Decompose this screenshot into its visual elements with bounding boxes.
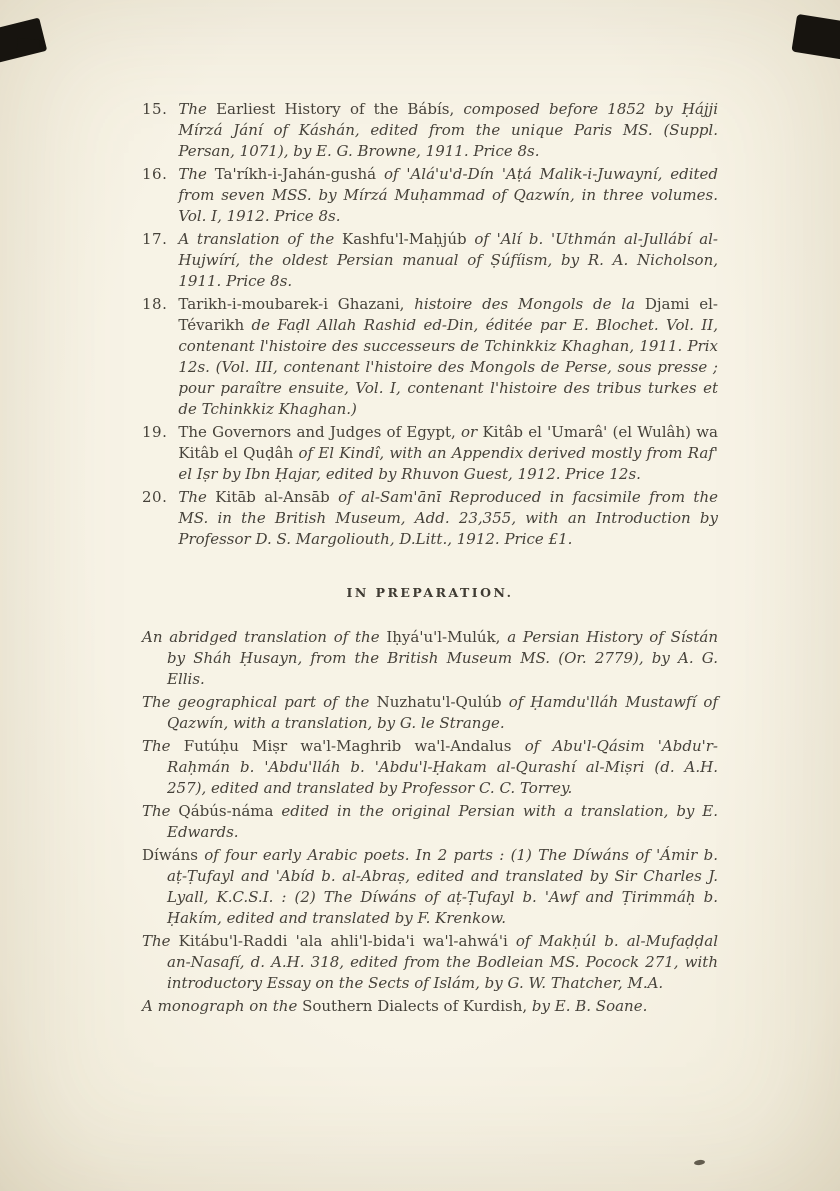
scan-artifact-top-right (791, 14, 840, 60)
entry-number: 19. (142, 423, 168, 441)
italic-text-segment: of El Kindî, with an Appendix derived mostly from Raf' el Iṣr by Ibn Ḥajar, edited by Rhuvon Guest, 1912. Price 12s. (178, 444, 718, 483)
roman-text-segment: Southern Dialects of Kurdish, (302, 997, 532, 1015)
italic-text-segment: edited in the original Persian with a translation, by E. Edwards. (167, 802, 718, 841)
italic-text-segment: A translation of the (178, 230, 343, 248)
publication-entry-17 (142, 229, 718, 292)
preparation-entry-3 (142, 736, 718, 799)
publication-list (142, 99, 718, 550)
roman-text-segment: Kitāb al-Ansāb (215, 488, 339, 506)
publication-entry-16 (142, 164, 718, 227)
italic-text-segment: The geographical part of the (142, 693, 377, 711)
preparation-entry-7 (142, 996, 718, 1017)
entry-text (178, 487, 718, 550)
italic-text-segment: a Persian History of Sístán by Sháh Ḥusayn, from the British Museum MS. (Or. 2779), by A. G. Ellis. (167, 628, 718, 688)
entry-number: 16. (142, 165, 168, 183)
italic-text-segment: of al-Sam'ānī Reproduced in facsimile from the MS. in the British Museum, Add. 23,355, with an Introduction by Professor D. S. Margoliouth, D.Litt., 1912. Price £1. (178, 488, 718, 548)
italic-text-segment: The (142, 802, 179, 820)
in-preparation-list (142, 627, 718, 1017)
scan-artifact-top-left (0, 17, 47, 64)
roman-text-segment: Kitábu'l-Raddi 'ala ahli'l-bida'i wa'l-ahwá'i (178, 932, 516, 950)
roman-text-segment: Díwáns (142, 846, 205, 864)
italic-text-segment: The (178, 100, 217, 118)
preparation-entry-1 (142, 627, 718, 690)
roman-text-segment: Earliest History of the Bábís, (216, 100, 464, 118)
section-heading: IN PREPARATION. (346, 585, 514, 600)
entry-text (178, 229, 718, 292)
publication-entry-20 (142, 487, 718, 550)
roman-text-segment: The Governors and Judges of Egypt, (178, 423, 461, 441)
italic-text-segment: composed before 1852 by Ḥájji Mírzá Jání of Káshán, edited from the unique Paris MS. (Suppl. Persan, 1071), by E. G. Browne, 1911. Price 8s. (178, 100, 719, 160)
roman-text-segment: Ta'ríkh-i-Jahán-gushá (214, 165, 384, 183)
entry-text (178, 294, 718, 420)
publication-entry-19 (142, 422, 718, 485)
italic-text-segment: An abridged translation of the (142, 628, 387, 646)
entry-number: 17. (142, 230, 168, 248)
entry-text (178, 164, 718, 227)
preparation-entry-5 (142, 845, 718, 929)
text-block (142, 99, 718, 1019)
publication-entry-18 (142, 294, 718, 420)
italic-text-segment: of Makḥúl b. al-Mufaḍḍal an-Nasafí, d. A.H. 318, edited from the Bodleian MS. Pocock 271, with introductory Essay on the Sects of Islám, by G. W. Thatcher, M.A. (167, 932, 718, 992)
italic-text-segment: de Faḍl Allah Rashid ed-Din, éditée par E. Blochet. Vol. II, contenant l'histoire des successeurs de Tchinkkiz Khaghan, 1911. Prix 12s. (Vol. III, contenant l'histoire des Mongols de Perse, sous presse ; pour paraître ensuite, Vol. I, contenant l'histoire des tribus turkes et de Tchinkkiz Khaghan.) (178, 316, 718, 418)
italic-text-segment: histoire des Mongols de la (414, 295, 645, 313)
preparation-entry-2 (142, 692, 718, 734)
entry-number: 18. (142, 295, 168, 313)
entry-number: 20. (142, 488, 168, 506)
italic-text-segment: of 'Alí b. 'Uthmán al-Jullábí al-Hujwírí, the oldest Persian manual of Ṣúfíism, by R. A. Nicholson, 1911. Price 8s. (178, 230, 719, 290)
roman-text-segment: Kashfu'l-Maḥjúb (342, 230, 475, 248)
publication-entry-15 (142, 99, 718, 162)
scan-artifact-bottom-right (694, 1159, 706, 1165)
roman-text-segment: Qábús-náma (178, 802, 282, 820)
italic-text-segment: of Abu'l-Qásim 'Abdu'r-Raḥmán b. 'Abdu'lláh b. 'Abdu'l-Ḥakam al-Qurashí al-Miṣri (d. A.H. 257), edited and translated by Professor C. C. Torrey. (167, 737, 718, 797)
italic-text-segment: A monograph on the (142, 997, 303, 1015)
italic-text-segment: by E. B. Soane. (531, 997, 648, 1015)
roman-text-segment: Nuzhatu'l-Qulúb (376, 693, 509, 711)
preparation-entry-6 (142, 931, 718, 994)
entry-text (178, 422, 718, 485)
roman-text-segment: Tarikh-i-moubarek-i Ghazani, (178, 295, 415, 313)
italic-text-segment: of 'Alá'u'd-Dín 'Aṭá Malik-i-Juwayní, edited from seven MSS. by Mírzá Muḥammad of Qazwín, in three volumes. Vol. I, 1912. Price 8s. (178, 165, 719, 225)
italic-text-segment: The (142, 737, 184, 755)
entry-text (178, 99, 718, 162)
italic-text-segment: of Ḥamdu'lláh Mustawfí of Qazwín, with a translation, by G. le Strange. (167, 693, 718, 732)
preparation-entry-4 (142, 801, 718, 843)
roman-text-segment: Iḥyá'u'l-Mulúk, (386, 628, 508, 646)
italic-text-segment: The (178, 488, 216, 506)
italic-text-segment: The (142, 932, 179, 950)
roman-text-segment: Djami el-Tévarikh (178, 295, 719, 334)
italic-text-segment: The (178, 165, 215, 183)
roman-text-segment: Kitâb el 'Umarâ' (el Wulâh) wa Kitâb el Quḍâh (178, 423, 718, 462)
italic-text-segment: of four early Arabic poets. In 2 parts : (1) The Díwáns of 'Ámir b. aṭ-Ṭufayl and 'Abíd b. al-Abraṣ, edited and translated by Sir Charles J. Lyall, K.C.S.I. : (2) The Díwáns of aṭ-Ṭufayl b. 'Awf and Ṭirimmáḥ b. Ḥakím, edited and translated by F. Krenkow. (167, 846, 719, 927)
italic-text-segment: or (461, 423, 483, 441)
entry-number: 15. (142, 100, 168, 118)
roman-text-segment: Futúḥu Miṣr wa'l-Maghrib wa'l-Andalus (183, 737, 525, 755)
